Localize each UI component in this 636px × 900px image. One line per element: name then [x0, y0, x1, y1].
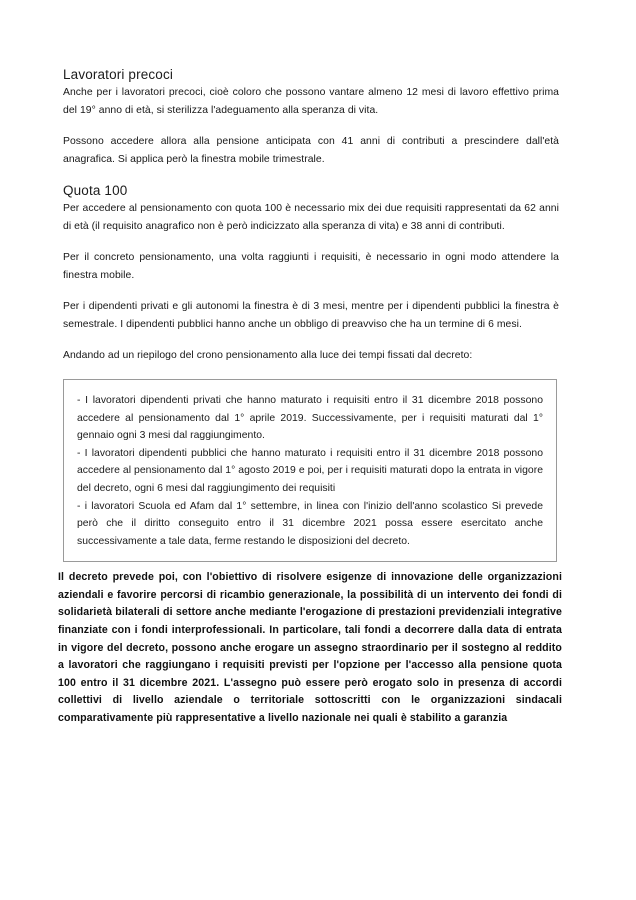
callout-item-privati: - I lavoratori dipendenti privati che hanno maturato i requisiti entro il 31 dicembre 2018 possono accedere al pensionamento dal 1° aprile 2019. Successivamente, per i requisiti maturati dal 1° gennaio ogni 3 mesi dal raggiungimento. — [77, 394, 543, 442]
paragraph-quota100-3: Per i dipendenti privati e gli autonomi la finestra è di 3 mesi, mentre per i dipendenti pubblici la finestra è semestrale. I dipendenti pubblici hanno anche un obbligo di preavviso che ha un termine di 6 mesi. — [63, 301, 559, 330]
callout-item-scuola-afam: - i lavoratori Scuola ed Afam dal 1° settembre, in linea con l'inizio dell'anno scolastico Si prevede però che il diritto conseguito entro il 31 dicembre 2021 possa essere esercitato anche successivamente a tale data, ferme restando le disposizioni del decreto. — [77, 500, 543, 547]
section-heading-quota-100: Quota 100 — [63, 183, 128, 199]
section-heading-lavoratori-precoci: Lavoratori precoci — [63, 67, 174, 82]
paragraph-precoci-1: Anche per i lavoratori precoci, cioè coloro che possono vantare almeno 12 mesi di lavoro effettivo prima del 19° anno di età, si sterilizza l'adeguamento alla speranza di vita. — [63, 87, 559, 116]
paragraph-quota100-2: Per il concreto pensionamento, una volta raggiunti i requisiti, è necessario in ogni modo attendere la finestra mobile. — [63, 252, 559, 281]
paragraph-riepilogo-intro: Andando ad un riepilogo del crono pensionamento alla luce dei tempi fissati dal decreto: — [63, 350, 473, 362]
document-content — [58, 66, 562, 728]
callout-box — [63, 379, 557, 562]
paragraph-precoci-2: Possono accedere allora alla pensione anticipata con 41 anni di contributi a prescindere dall'età anagrafica. Si applica però la finestra mobile trimestrale. — [63, 136, 559, 165]
callout-item-pubblici: - I lavoratori dipendenti pubblici che hanno maturato i requisiti entro il 31 dicembre 2018 possono accedere al pensionamento dal 1° agosto 2019 e poi, per i requisiti maturati dopo la entrata in vigore del decreto, ogni 6 mesi dal raggiungimento dei requisiti — [77, 447, 543, 494]
paragraph-quota100-1: Per accedere al pensionamento con quota 100 è necessario mix dei due requisiti rappresentati da 62 anni di età (il requisito anagrafico non è però indicizzato alla speranza di vita) e 38 anni di contributi. — [63, 203, 559, 232]
paragraph-closing-decreto: Il decreto prevede poi, con l'obiettivo di risolvere esigenze di innovazione delle organizzazioni aziendali e favorire percorsi di ricambio generazionale, la possibilità di un intervento dei fondi di solidarietà bilaterali di settore anche mediante l'erogazione di prestazioni previdenziali integrative finanziate con i fondi interprofessionali. In particolare, tali fondi a decorrere dalla data di entrata in vigore del decreto, possono anche erogare un assegno straordinario per il sostegno al reddito a lavoratori che raggiungano i requisiti previsti per l'opzione per l'accesso alla pensione quota 100 entro il 31 dicembre 2021. L'assegno può essere però erogato solo in presenza di accordi collettivi di livello aziendale o territoriale sottoscritti con le organizzazioni sindacali comparativamente più rappresentative a livello nazionale nei quali è stabilito a garanzia — [58, 571, 562, 725]
